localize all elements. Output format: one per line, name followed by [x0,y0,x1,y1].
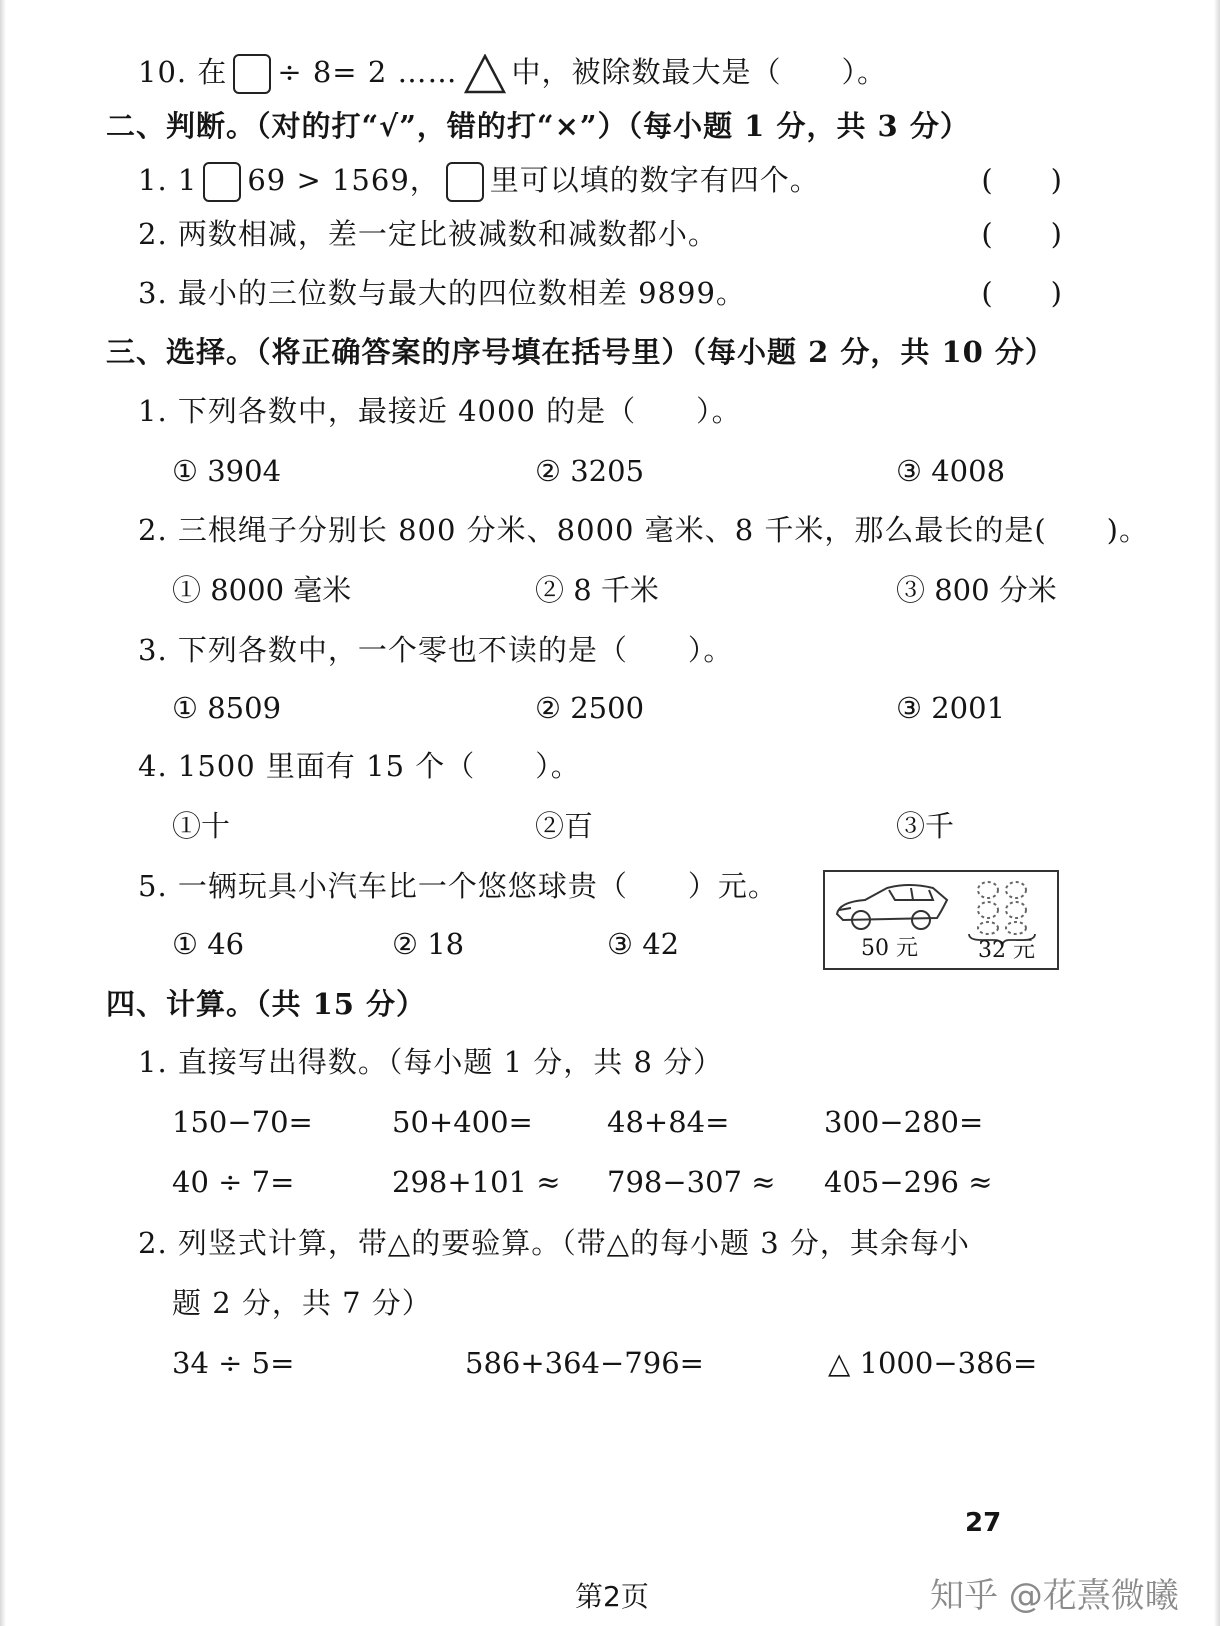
answer-box [446,162,484,202]
answer-box [203,162,241,202]
choice-q4-option-3: ③千 [896,809,955,843]
page-label: 第2页 [575,1580,649,1613]
choice-q2-option-1: ① 8000 毫米 [172,573,352,607]
vertical-calc-item: 586+364−796= [465,1346,704,1380]
page-edge-left [0,0,6,1626]
section-4-heading: 四、计算。（共 15 分） [106,987,427,1021]
toy-car-icon [837,885,947,929]
vertical-calc-item: △ 1000−386= [828,1346,1038,1380]
calc-item: 50+400= [392,1105,533,1139]
choice-question-5: 5. 一辆玩具小汽车比一个悠悠球贵（ ）元。 [138,869,778,903]
judge-question-2: 2. 两数相减，差一定比被减数和减数都小。 [138,217,718,251]
choice-q5-option-3: ③ 42 [607,927,680,961]
choice-q5-option-2: ② 18 [392,927,465,961]
choice-q1-option-3: ③ 4008 [896,454,1006,488]
judge-question-1 [138,160,820,202]
calc-question-2-line-2: 题 2 分，共 7 分） [172,1286,432,1320]
question-10-suffix: 中，被除数最大是（ ）。 [511,55,888,89]
judge-question-3: 3. 最小的三位数与最大的四位数相差 9899。 [138,276,746,310]
answer-parentheses: ( ) [981,163,1062,197]
answer-box [233,54,271,94]
answer-parentheses: ( ) [981,217,1062,251]
question-10-prefix: 10. 在 [138,55,228,89]
watermark: 知乎 @花熹微曦 [930,1576,1179,1616]
calc-item: 405−296 ≈ [824,1165,993,1199]
judge-q1-part-a: 1. 1 [138,163,198,197]
choice-question-3: 3. 下列各数中，一个零也不读的是（ ）。 [138,633,734,667]
choice-q3-option-1: ① 8509 [172,691,282,725]
section-2-heading: 二、判断。（对的打“√”，错的打“×”）（每小题 1 分，共 3 分） [106,109,970,143]
choice-q3-option-3: ③ 2001 [896,691,1006,725]
page-edge-right [1214,0,1220,1626]
choice-q4-option-2: ②百 [535,809,594,843]
yoyo-icon [978,882,1026,934]
choice-q5-option-1: ① 46 [172,927,245,961]
choice-q4-option-1: ①十 [172,809,231,843]
page-number: 27 [965,1508,1002,1538]
choice-q2-option-3: ③ 800 分米 [896,573,1057,607]
calc-item: 798−307 ≈ [607,1165,776,1199]
price-figure [823,870,1059,970]
calc-item: 300−280= [824,1105,984,1139]
section-3-heading: 三、选择。（将正确答案的序号填在括号里）（每小题 2 分，共 10 分） [106,335,1055,369]
calc-item: 298+101 ≈ [392,1165,561,1199]
calc-item: 150−70= [172,1105,313,1139]
judge-q1-part-b: 69 > 1569， [247,163,440,197]
calc-question-1: 1. 直接写出得数。（每小题 1 分，共 8 分） [138,1045,724,1079]
triangle-icon [464,54,506,94]
vertical-calc-item: 34 ÷ 5= [172,1346,295,1380]
choice-q1-option-2: ② 3205 [535,454,645,488]
question-10-middle: ÷ 8= 2 …… [277,55,458,89]
judge-q1-part-c: 里可以填的数字有四个。 [489,163,820,197]
calc-item: 40 ÷ 7= [172,1165,295,1199]
choice-q2-option-2: ② 8 千米 [535,573,659,607]
yoyo-price: 32 元 [978,938,1035,963]
calc-item: 48+84= [607,1105,730,1139]
choice-question-2: 2. 三根绳子分别长 800 分米、8000 毫米、8 千米，那么最长的是( )。 [138,513,1149,547]
answer-parentheses: ( ) [981,276,1062,310]
choice-q3-option-2: ② 2500 [535,691,645,725]
choice-question-4: 4. 1500 里面有 15 个（ ）。 [138,749,581,783]
calc-question-2-line-1: 2. 列竖式计算，带△的要验算。（带△的每小题 3 分，其余每小 [138,1226,970,1260]
choice-question-1: 1. 下列各数中，最接近 4000 的是（ ）。 [138,394,742,428]
question-10 [138,52,887,94]
car-price: 50 元 [861,936,918,961]
choice-q1-option-1: ① 3904 [172,454,282,488]
